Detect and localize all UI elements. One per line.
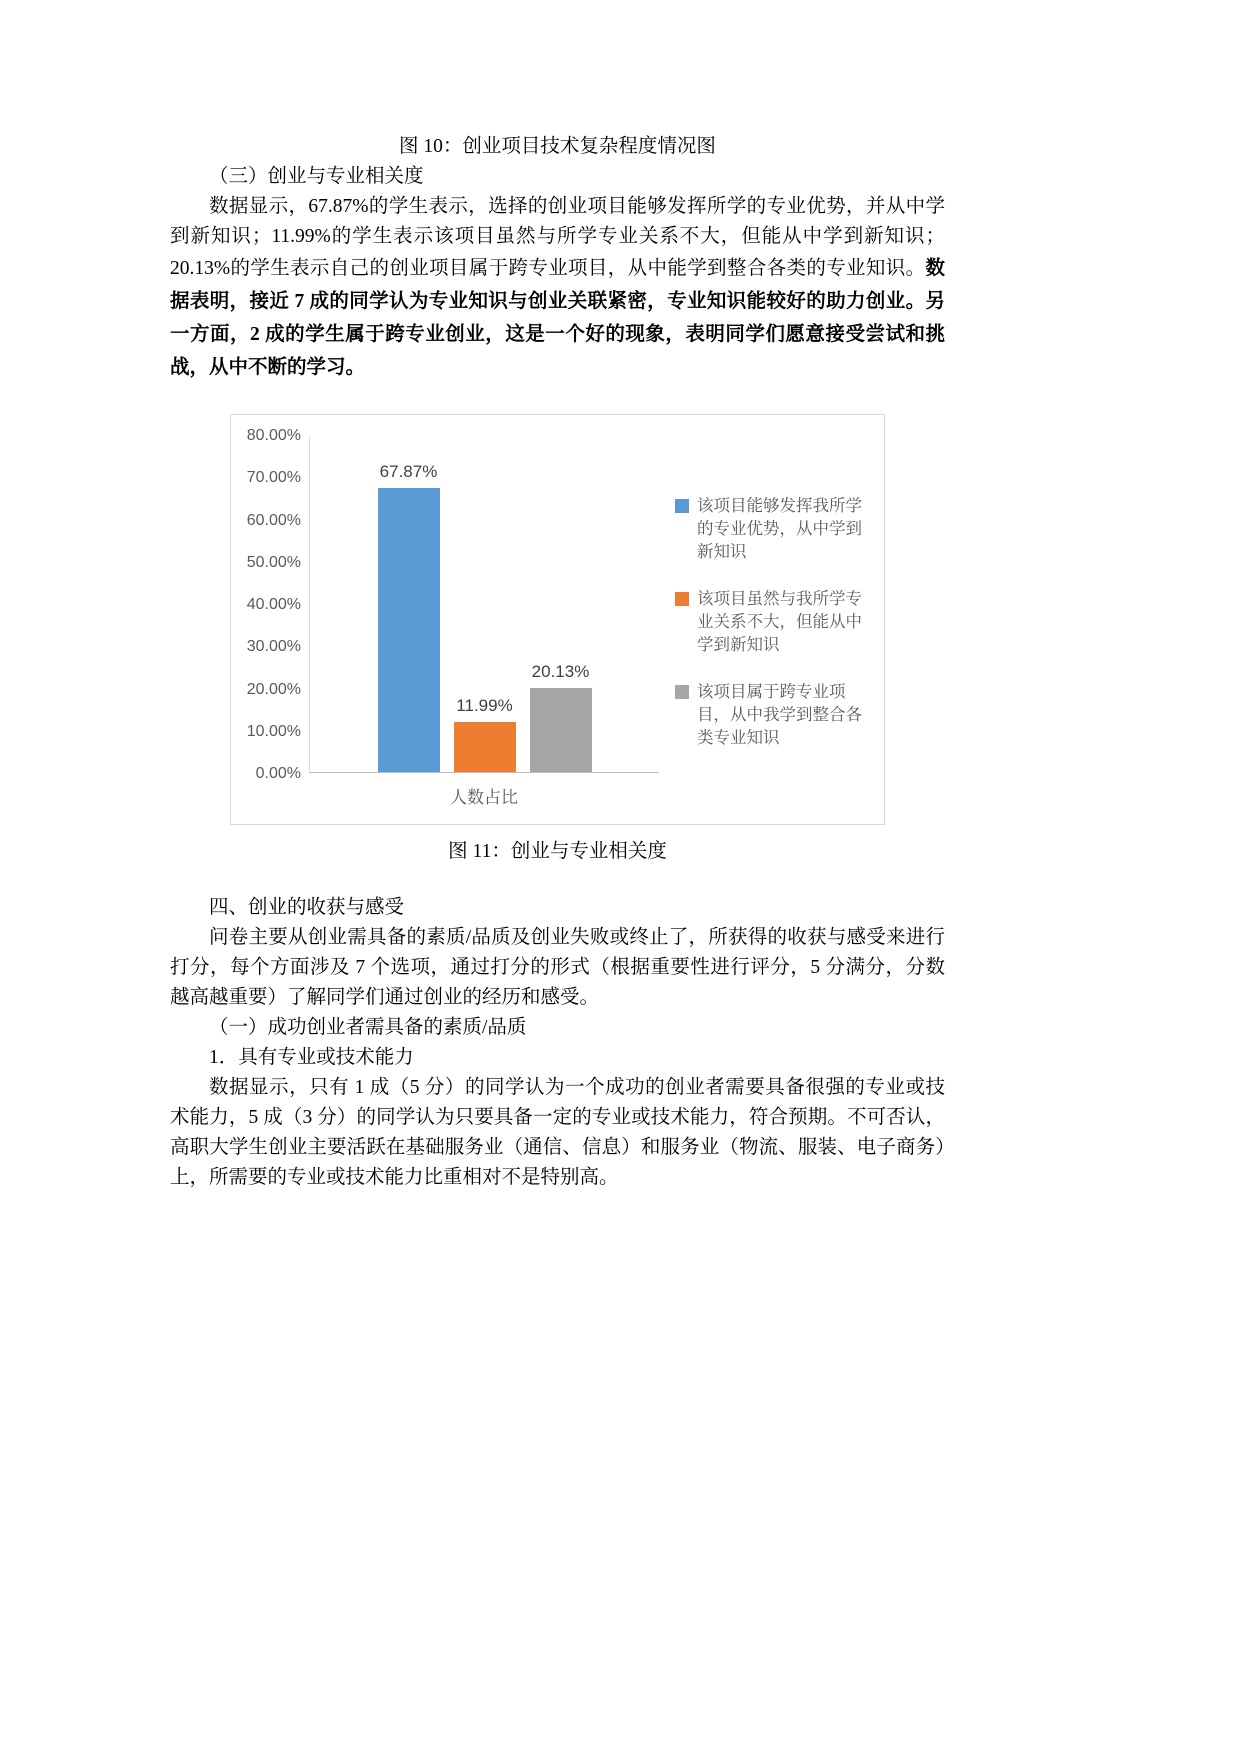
y-tick-label: 10.00%	[246, 722, 301, 740]
bar-value-label: 11.99%	[456, 695, 513, 715]
figure11-caption: 图 11：创业与专业相关度	[448, 841, 667, 862]
figure10-caption: 图 10：创业项目技术复杂程度情况图	[399, 136, 716, 157]
y-tick-label: 60.00%	[246, 511, 301, 529]
plot	[309, 437, 659, 808]
paragraph-2: 问卷主要从创业需具备的素质/品质及创业失败或终止了，所获得的收获与感受来进行打分，每个方面涉及 7 个选项，通过打分的形式（根据重要性进行评分，5 分满分，分数越高越重要）了解同学们通过创业的经历和感受。	[170, 927, 945, 1008]
x-axis-category-label: 人数占比	[450, 788, 518, 807]
bar-orange	[454, 722, 516, 772]
legend-label: 该项目虽然与我所学专业关系不大，但能从中学到新知识	[697, 590, 862, 654]
y-tick-label: 20.00%	[246, 680, 301, 698]
y-tick-label: 70.00%	[246, 469, 301, 487]
paragraph-1	[170, 192, 945, 384]
y-tick-label: 80.00%	[246, 427, 301, 444]
bar-column-3	[530, 437, 592, 772]
chart-plot-area	[243, 427, 659, 808]
bar-column-1	[378, 437, 440, 772]
list-item-1: 1．具有专业或技术能力	[209, 1047, 414, 1068]
y-tick-label: 50.00%	[246, 553, 301, 571]
y-tick-label: 0.00%	[255, 765, 301, 782]
bar-gray	[530, 688, 592, 772]
bars-area	[309, 437, 659, 773]
legend-item-1	[675, 495, 876, 564]
paragraph-3: 数据显示，只有 1 成（5 分）的同学认为一个成功的创业者需要具备很强的专业或技术能力，5 成（3 分）的同学认为只要具备一定的专业或技术能力，符合预期。不可否认，高职大学生创业主要活跃在基础服务业（通信、信息）和服务业（物流、服装、电子商务）上，所需要的专业或技术能力比重相对不是特别高。	[170, 1077, 945, 1188]
paragraph-1-normal-text: 数据显示，67.87%的学生表示，选择的创业项目能够发挥所学的专业优势，并从中学到新知识；11.99%的学生表示该项目虽然与所学专业关系不大，但能从中学到新知识；20.13%的学生表示自己的创业项目属于跨专业项目，从中能学到整合各类的专业知识。	[170, 196, 945, 279]
bar-value-label: 20.13%	[531, 661, 590, 681]
legend-item-3	[675, 681, 876, 750]
legend-label: 该项目属于跨专业项目，从中我学到整合各类专业知识	[697, 683, 862, 747]
y-axis-labels	[243, 427, 309, 783]
bar-value-label: 67.87%	[379, 461, 438, 481]
section-heading-4: 四、创业的收获与感受	[209, 897, 405, 918]
subsection-heading-1: （一）成功创业者需具备的素质/品质	[209, 1017, 527, 1038]
y-tick-label: 40.00%	[246, 596, 301, 613]
legend-swatch-gray	[675, 685, 689, 699]
document-content	[170, 0, 945, 1193]
chart-legend	[675, 437, 876, 808]
subsection-heading-3: （三）创业与专业相关度	[209, 166, 424, 187]
legend-label: 该项目能够发挥我所学的专业优势，从中学到新知识	[697, 497, 862, 561]
legend-item-2	[675, 588, 876, 657]
bar-blue	[378, 488, 440, 772]
y-tick-label: 30.00%	[246, 638, 301, 656]
chart-layout	[243, 427, 876, 808]
paragraph-1-bold-text: 数据表明，接近 7 成的同学认为专业知识与创业关联紧密，专业知识能较好的助力创业。另一方面，2 成的学生属于跨专业创业，这是一个好的现象，表明同学们愿意接受尝试和挑战，从中不断的学习。	[170, 258, 945, 378]
bar-column-2	[454, 437, 516, 772]
legend-swatch-orange	[675, 592, 689, 606]
bar-chart	[230, 414, 885, 825]
legend-swatch-blue	[675, 499, 689, 513]
